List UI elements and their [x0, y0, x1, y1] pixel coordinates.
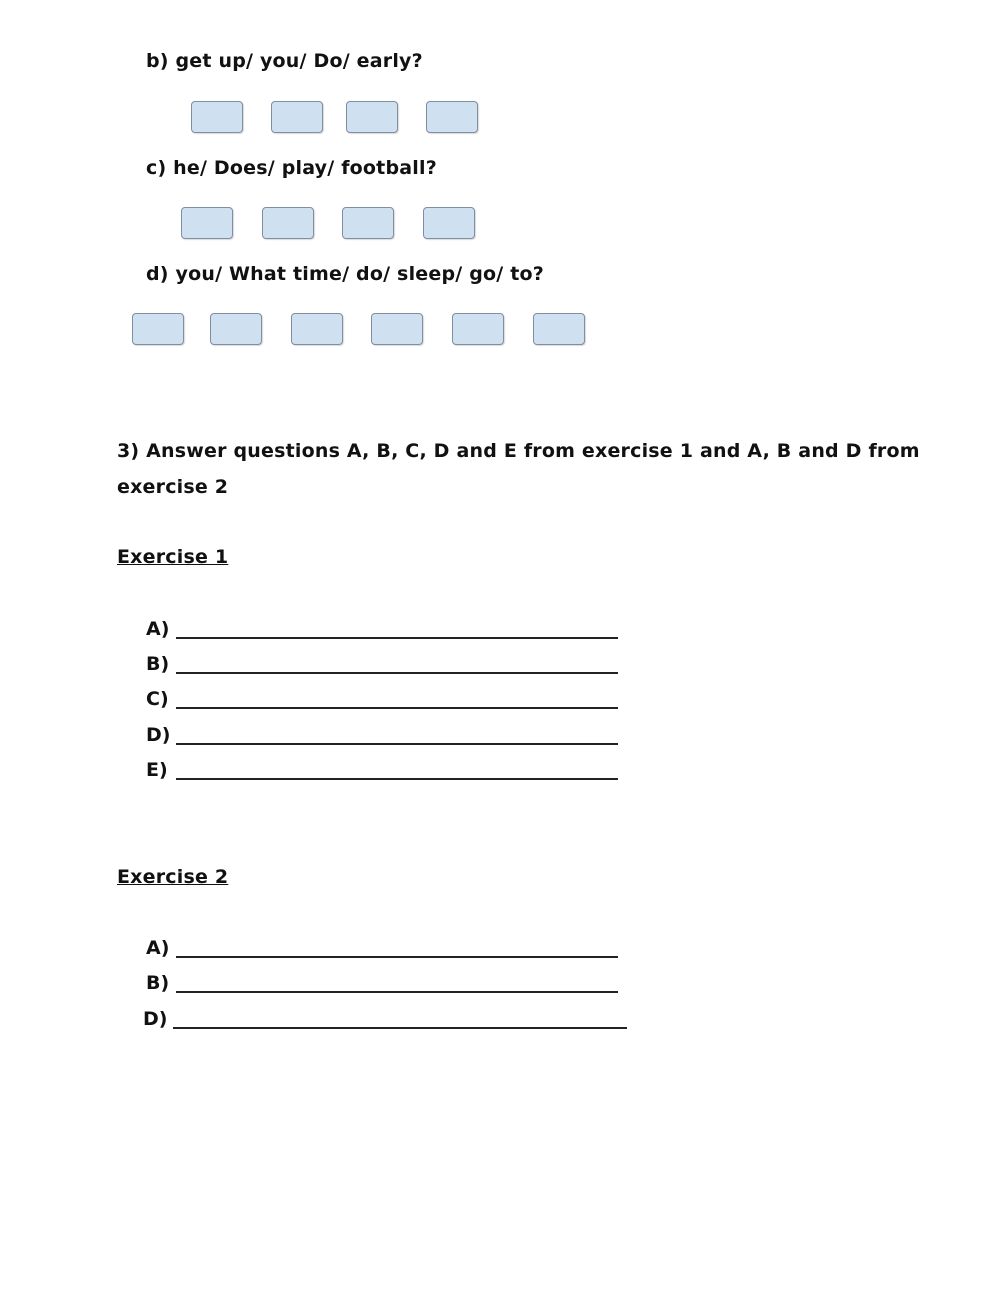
word-slot-d-4[interactable] — [371, 313, 423, 345]
ex2-answer-row-d — [143, 1008, 633, 1032]
ex1-answer-label: C) — [146, 688, 169, 710]
ex1-answer-label: E) — [146, 759, 168, 781]
word-slot-b-1[interactable] — [191, 101, 243, 133]
ex2-answer-row-b — [146, 972, 626, 996]
item-d-prompt: d) you/ What time/ do/ sleep/ go/ to? — [146, 263, 544, 285]
exercise-1-heading: Exercise 1 — [117, 546, 229, 568]
ex2-answer-line[interactable] — [173, 1027, 627, 1029]
word-slot-d-2[interactable] — [210, 313, 262, 345]
ex1-answer-line[interactable] — [176, 778, 618, 780]
word-slot-c-2[interactable] — [262, 207, 314, 239]
word-slot-d-3[interactable] — [291, 313, 343, 345]
word-slot-b-2[interactable] — [271, 101, 323, 133]
ex1-answer-label: D) — [146, 724, 171, 746]
word-slot-c-3[interactable] — [342, 207, 394, 239]
ex1-answer-row-a — [146, 618, 626, 642]
ex1-answer-line[interactable] — [176, 743, 618, 745]
ex1-answer-row-b — [146, 653, 626, 677]
word-slot-c-1[interactable] — [181, 207, 233, 239]
ex1-answer-label: B) — [146, 653, 170, 675]
item-c-prompt: c) he/ Does/ play/ football? — [146, 157, 437, 179]
ex1-answer-row-c — [146, 688, 626, 712]
ex2-answer-row-a — [146, 937, 626, 961]
ex1-answer-label: A) — [146, 618, 170, 640]
ex1-answer-line[interactable] — [176, 707, 618, 709]
ex2-answer-line[interactable] — [176, 991, 618, 993]
instruction-line-1: 3) Answer questions A, B, C, D and E from exercise 1 and A, B and D from — [117, 440, 920, 462]
word-slot-c-4[interactable] — [423, 207, 475, 239]
word-slot-d-6[interactable] — [533, 313, 585, 345]
word-slot-d-1[interactable] — [132, 313, 184, 345]
ex2-answer-label: B) — [146, 972, 170, 994]
instruction-line-2: exercise 2 — [117, 476, 229, 498]
word-slot-b-4[interactable] — [426, 101, 478, 133]
ex2-answer-label: D) — [143, 1008, 168, 1030]
word-slot-b-3[interactable] — [346, 101, 398, 133]
ex1-answer-row-d — [146, 724, 626, 748]
ex1-answer-line[interactable] — [176, 672, 618, 674]
ex2-answer-line[interactable] — [176, 956, 618, 958]
ex2-answer-label: A) — [146, 937, 170, 959]
ex1-answer-row-e — [146, 759, 626, 783]
item-b-prompt: b) get up/ you/ Do/ early? — [146, 50, 423, 72]
ex1-answer-line[interactable] — [176, 637, 618, 639]
word-slot-d-5[interactable] — [452, 313, 504, 345]
exercise-2-heading: Exercise 2 — [117, 866, 229, 888]
